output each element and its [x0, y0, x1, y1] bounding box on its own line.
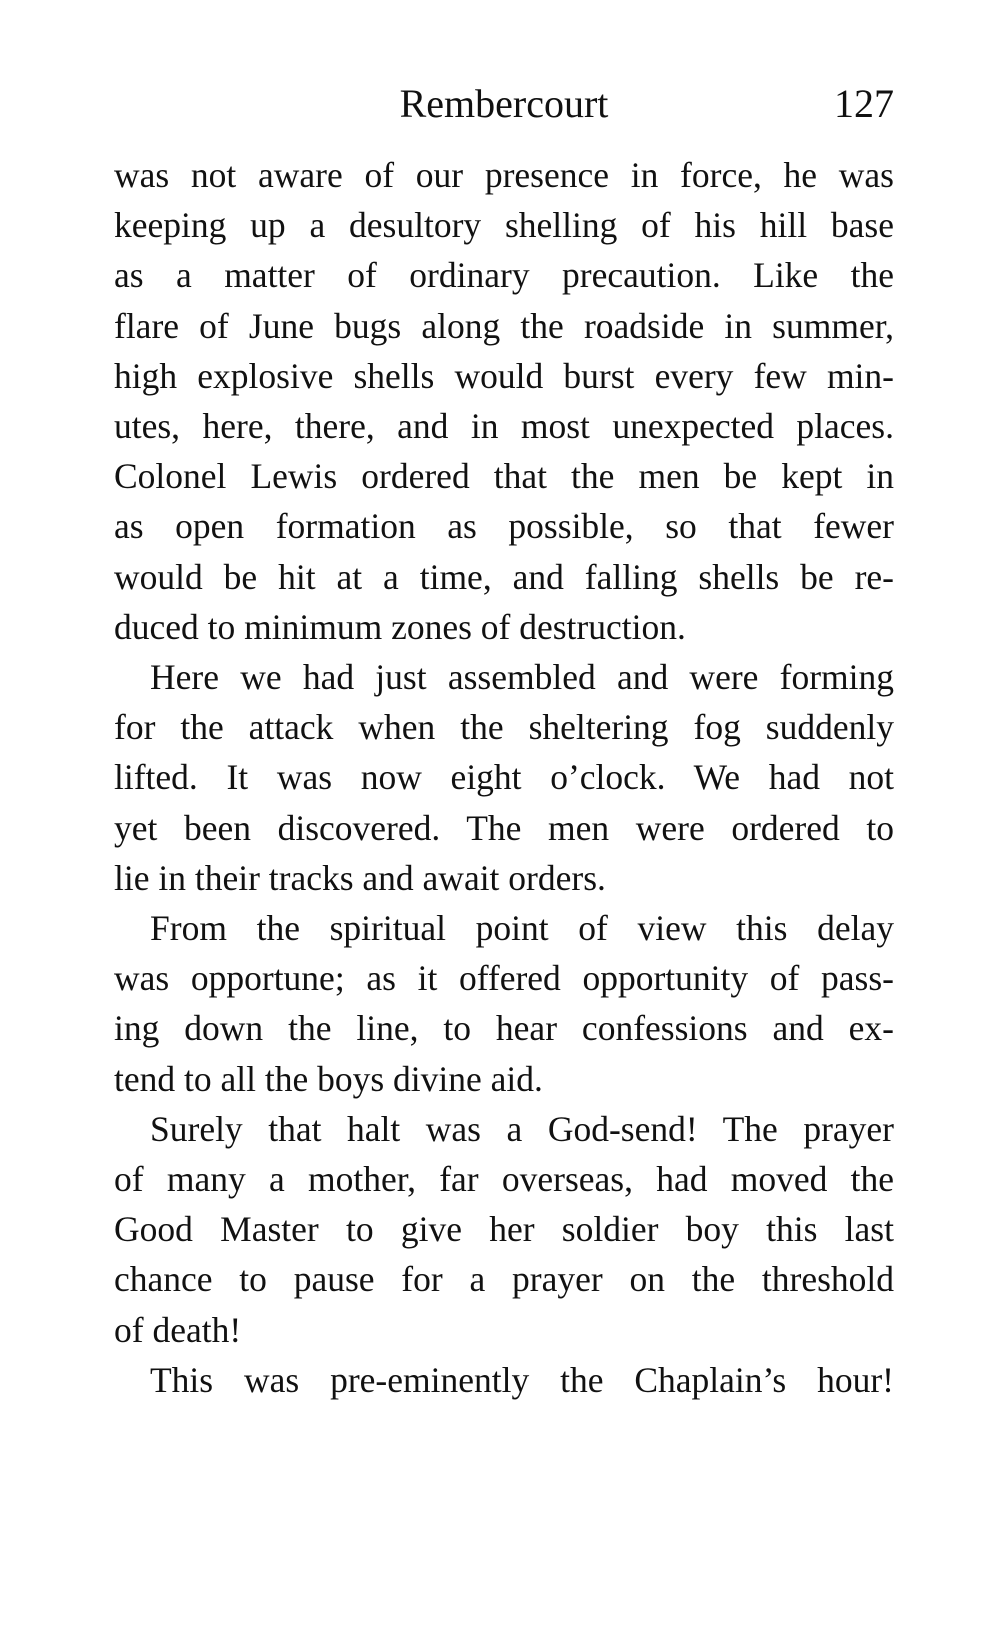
- text-line: Good Master to give her soldier boy this last: [114, 1209, 894, 1250]
- text-line: lifted. It was now eight o’clock. We had not: [114, 757, 894, 798]
- text-line: was not aware of our presence in force, he was: [114, 155, 894, 195]
- paragraph-2: [114, 652, 894, 903]
- text-line: high explosive shells would burst every few min-: [114, 355, 894, 396]
- text-line: Surely that halt was a God-send! The prayer: [150, 1108, 894, 1149]
- paragraph-4: [114, 1104, 894, 1355]
- text-line: flare of June bugs along the roadside in summer,: [114, 305, 894, 346]
- text-line: would be hit at a time, and falling shells be re-: [114, 556, 894, 597]
- paragraph-3: [114, 903, 894, 1104]
- text-line: duced to minimum zones of destruction.: [114, 606, 686, 647]
- text-line: utes, here, there, and in most unexpected places.: [114, 406, 894, 447]
- text-line: Here we had just assembled and were forming: [150, 657, 894, 698]
- text-line: Colonel Lewis ordered that the men be kept in: [114, 456, 894, 497]
- text-line: as a matter of ordinary precaution. Like the: [114, 255, 894, 296]
- text-line: was opportune; as it offered opportunity of pass-: [114, 958, 894, 999]
- page-header: [114, 76, 894, 132]
- text-line: of many a mother, far overseas, had moved the: [114, 1159, 894, 1200]
- text-line: chance to pause for a prayer on the threshold: [114, 1259, 894, 1300]
- text-line: ing down the line, to hear confessions and ex-: [114, 1008, 894, 1049]
- paragraph-5: [114, 1355, 894, 1405]
- text-line: for the attack when the sheltering fog suddenly: [114, 707, 894, 748]
- text-line: of death!: [114, 1309, 242, 1350]
- text-line: From the spiritual point of view this delay: [150, 908, 894, 949]
- body-text: [114, 150, 894, 1405]
- text-line: lie in their tracks and await orders.: [114, 857, 606, 898]
- text-line: This was pre-eminently the Chaplain’s hour!: [150, 1359, 894, 1400]
- text-line: as open formation as possible, so that fewer: [114, 506, 894, 547]
- page-number: 127: [834, 81, 894, 126]
- running-head: Rembercourt: [399, 81, 609, 126]
- text-line: yet been discovered. The men were ordered to: [114, 807, 894, 848]
- paragraph-1: [114, 150, 894, 652]
- text-line: tend to all the boys divine aid.: [114, 1058, 543, 1099]
- text-line: keeping up a desultory shelling of his hill base: [114, 205, 894, 246]
